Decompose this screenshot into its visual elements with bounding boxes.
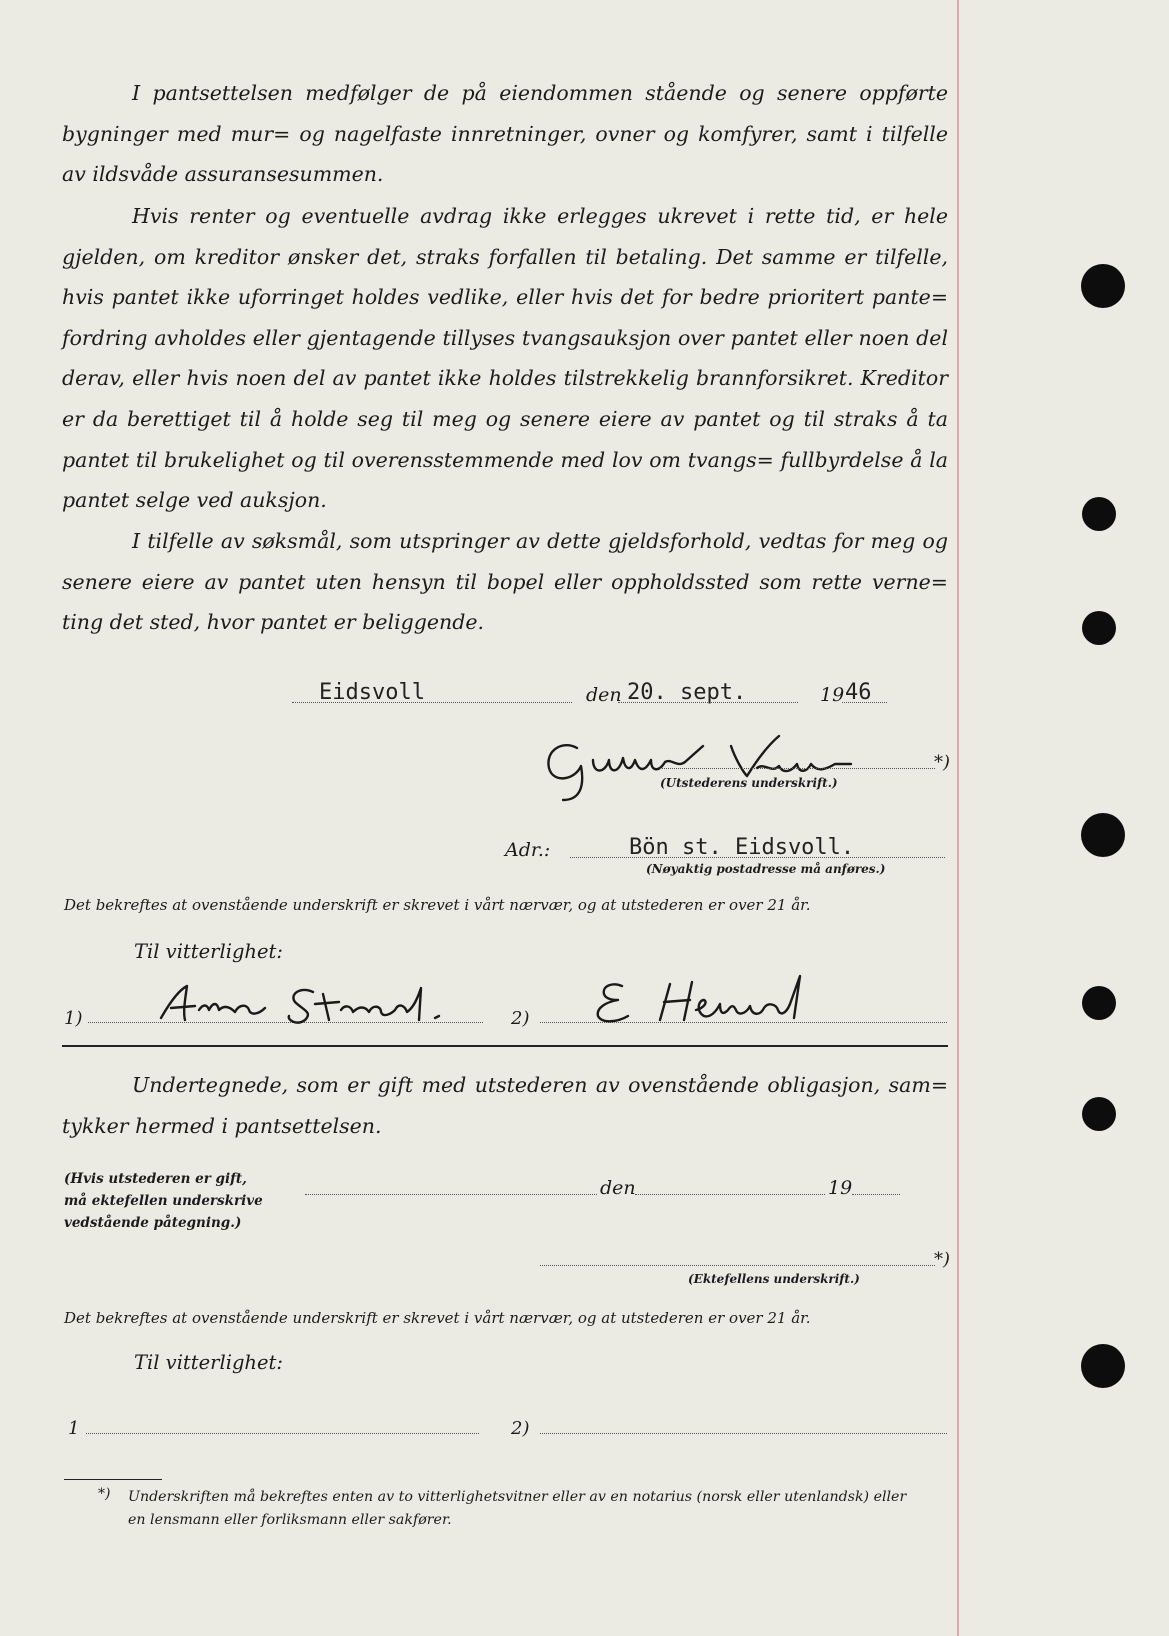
spouse-asterisk: *) bbox=[934, 1249, 951, 1270]
issuer-asterisk: *) bbox=[934, 752, 951, 773]
witness-statement-1: Det bekreftes at ovenstående underskrift er skrevet i vårt nærvær, og at utstederen er over 21 år. bbox=[64, 896, 811, 914]
margin-rule bbox=[957, 0, 959, 1636]
year-line bbox=[842, 702, 887, 703]
binder-hole bbox=[1081, 1344, 1125, 1388]
spouse-note-line: må ektefellen underskrive bbox=[64, 1193, 263, 1209]
witness-1-label-blank: 1 bbox=[68, 1418, 80, 1439]
witness-1-blank-line bbox=[86, 1433, 479, 1434]
binder-hole bbox=[1082, 497, 1116, 531]
footnote-line: Underskriften må bekreftes enten av to vitterlighetsvitner eller av en notarius (norsk eller utenlandsk) eller bbox=[128, 1489, 907, 1505]
place-value: Eidsvoll bbox=[319, 680, 425, 705]
issuer-signature-caption: (Utstederens underskrift.) bbox=[660, 776, 838, 790]
spouse-note bbox=[64, 1168, 263, 1234]
paragraph-text: I pantsettelsen medfølger de på eiendommen stående og senere oppførte bygninger med mur= og nagelfaste innretninger, ovner og komfyrer, samt i tilfelle av ildsvåde assuransesummen. bbox=[62, 81, 948, 187]
paragraph-jurisdiction bbox=[62, 521, 948, 643]
witness-2-label-blank: 2) bbox=[511, 1418, 530, 1439]
spouse-year-line bbox=[852, 1194, 900, 1195]
paragraph-pledge-scope bbox=[62, 73, 948, 195]
spouse-note-line: vedstående påtegning.) bbox=[64, 1215, 242, 1231]
paragraph-text: I tilfelle av søksmål, som utspringer av dette gjeldsforhold, vedtas for meg og senere eiere av pantet uten hensyn til bopel eller oppholdssted som rette verne= ting det sted, hvor pantet er beliggende. bbox=[62, 529, 948, 635]
section-divider bbox=[62, 1045, 948, 1047]
witness-statement-2: Det bekreftes at ovenstående underskrift er skrevet i vårt nærvær, og at utstederen er over 21 år. bbox=[64, 1309, 811, 1327]
binder-hole bbox=[1082, 986, 1116, 1020]
witness-2-blank-line bbox=[540, 1433, 947, 1434]
paragraph-text: Undertegnede, som er gift med utstederen av ovenstående obligasjon, sam= tykker hermed i pantsettelsen. bbox=[62, 1073, 948, 1138]
binder-hole bbox=[1082, 611, 1116, 645]
spouse-note-line: (Hvis utstederen er gift, bbox=[64, 1171, 247, 1187]
binder-hole bbox=[1082, 1097, 1116, 1131]
paragraph-default-terms bbox=[62, 196, 948, 521]
witness-1-label: 1) bbox=[64, 1008, 83, 1029]
spouse-consent bbox=[62, 1065, 948, 1146]
spouse-signature-line bbox=[540, 1265, 935, 1266]
footnote-line: en lensmann eller forliksmann eller sakfører. bbox=[128, 1512, 452, 1528]
spouse-den-label: den bbox=[600, 1177, 636, 1199]
spouse-place-line bbox=[305, 1194, 597, 1195]
spouse-signature-caption: (Ektefellens underskrift.) bbox=[688, 1272, 860, 1286]
footnote-rule bbox=[64, 1479, 162, 1480]
witness-2-signature bbox=[588, 974, 838, 1030]
witness-heading-2: Til vitterlighet: bbox=[134, 1351, 283, 1374]
issuer-signature-line bbox=[660, 768, 935, 769]
address-value: Bön st. Eidsvoll. bbox=[629, 835, 855, 860]
binder-hole bbox=[1081, 264, 1125, 308]
witness-1-signature bbox=[155, 980, 455, 1030]
spouse-date-line bbox=[635, 1194, 825, 1195]
address-caption: (Nøyaktig postadresse må anføres.) bbox=[646, 862, 886, 876]
footnote-marker: *) bbox=[98, 1486, 111, 1502]
year-suffix: 46 bbox=[845, 680, 872, 705]
den-label: den bbox=[586, 684, 622, 706]
paragraph-text: Hvis renter og eventuelle avdrag ikke erlegges ukrevet i rette tid, er hele gjelden, om kreditor ønsker det, straks forfallen til betaling. Det samme er tilfelle, hvis pantet ikke uforringet holdes vedlike, eller hvis det for bedre prioritert pante= fordring avholdes eller gjentagende tillyses tvangsauksjon over pantet eller noen del derav, eller hvis noen del av pantet ikke holdes tilstrekkelig brannforsikret. Kreditor er da berettiget til å holde seg til meg og senere eiere av pantet og til straks å ta pantet til brukelighet og til overensstemmende med lov om tvangs= fullbyrdelse å la pantet selge ved auksjon. bbox=[62, 204, 948, 513]
year-prefix: 19 bbox=[820, 684, 845, 706]
date-value: 20. sept. bbox=[627, 680, 747, 705]
issuer-signature bbox=[535, 728, 895, 804]
spouse-year-prefix: 19 bbox=[828, 1177, 853, 1199]
witness-heading-1: Til vitterlighet: bbox=[134, 940, 283, 963]
witness-2-label: 2) bbox=[511, 1008, 530, 1029]
adr-label: Adr.: bbox=[505, 839, 551, 861]
footnote-text bbox=[128, 1486, 906, 1532]
binder-hole bbox=[1081, 813, 1125, 857]
